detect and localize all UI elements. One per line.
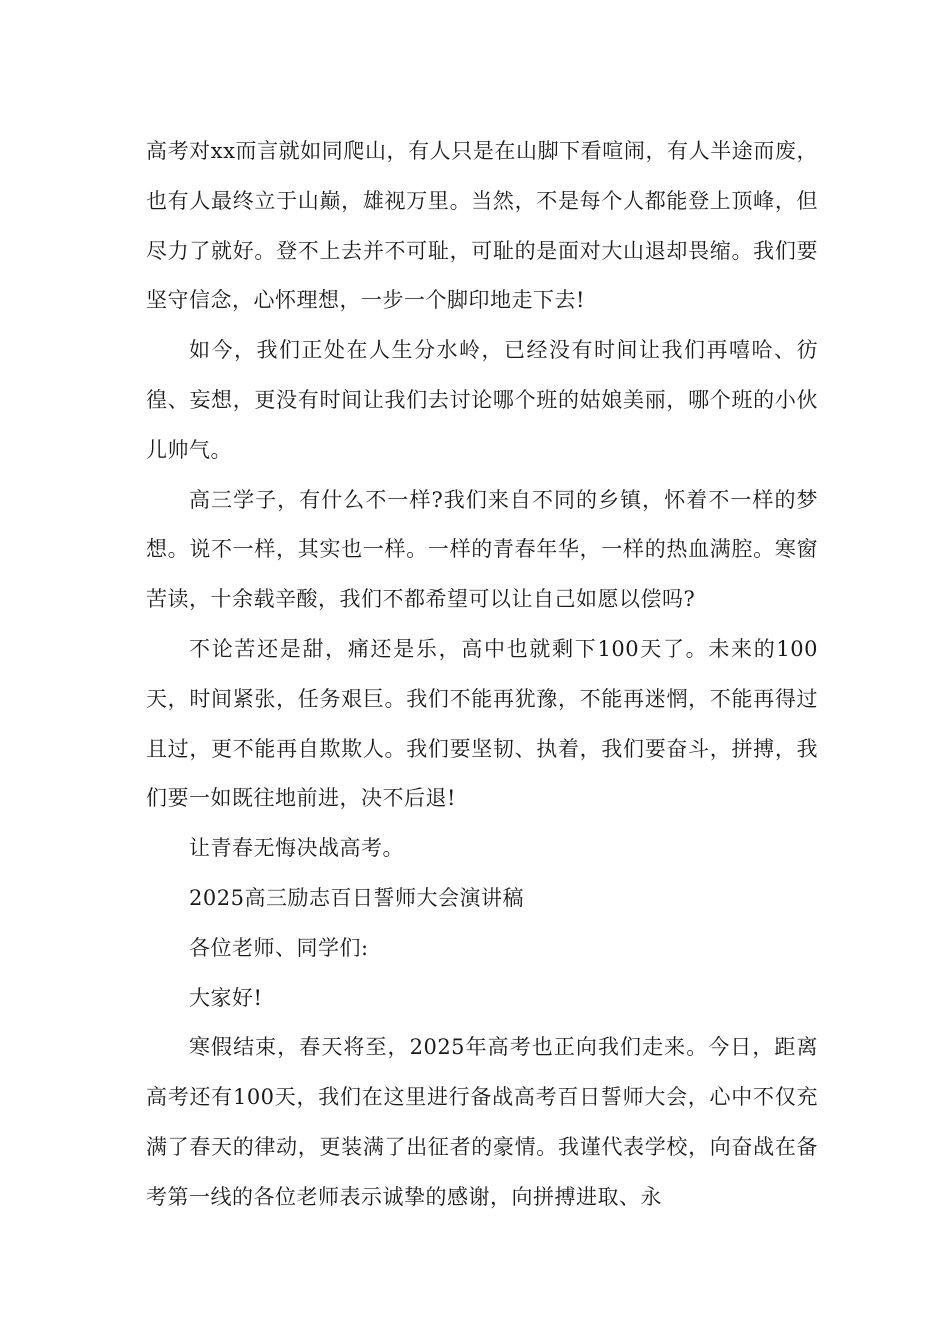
paragraph-2: 如今，我们正处在人生分水岭，已经没有时间让我们再嘻哈、彷徨、妄想，更没有时间让我们去讨论哪个班的姑娘美丽，哪个班的小伙儿帅气。: [146, 338, 818, 462]
salutation: 各位老师、同学们:: [189, 935, 369, 960]
paragraph-9: 寒假结束，春天将至，2025年高考也正向我们走来。今日，距离高考还有100天，我们在这里进行备战高考百日誓师大会，心中不仅充满了春天的律动，更装满了出征者的豪情。我谨代表学校，向奋战在备考第一线的各位老师表示诚挚的感谢，向拼搏进取、永: [146, 1035, 818, 1209]
section-title: 2025高三励志百日誓师大会演讲稿: [189, 885, 524, 910]
greeting: 大家好!: [189, 985, 263, 1010]
paragraph-5: 让青春无悔决战高考。: [189, 836, 404, 861]
paragraph-3: 高三学子，有什么不一样?我们来自不同的乡镇，怀着不一样的梦想。说不一样，其实也一样。一样的青春年华，一样的热血满腔。寒窗苦读，十余载辛酸，我们不都希望可以让自己如愿以偿吗?: [146, 487, 818, 612]
document-body: [146, 127, 818, 1223]
paragraph-1: 高考对xx而言就如同爬山，有人只是在山脚下看喧闹，有人半途而废，也有人最终立于山巅，雄视万里。当然，不是每个人都能登上顶峰，但尽力了就好。登不上去并不可耻，可耻的是面对大山退却畏缩。我们要坚守信念，心怀理想，一步一个脚印地走下去!: [146, 139, 818, 313]
paragraph-4: 不论苦还是甜，痛还是乐，高中也就剩下100天了。未来的100天，时间紧张，任务艰巨。我们不能再犹豫，不能再迷惘，不能再得过且过，更不能再自欺欺人。我们要坚韧、执着，我们要奋斗，拼搏，我们要一如既往地前进，决不后退!: [146, 636, 818, 811]
